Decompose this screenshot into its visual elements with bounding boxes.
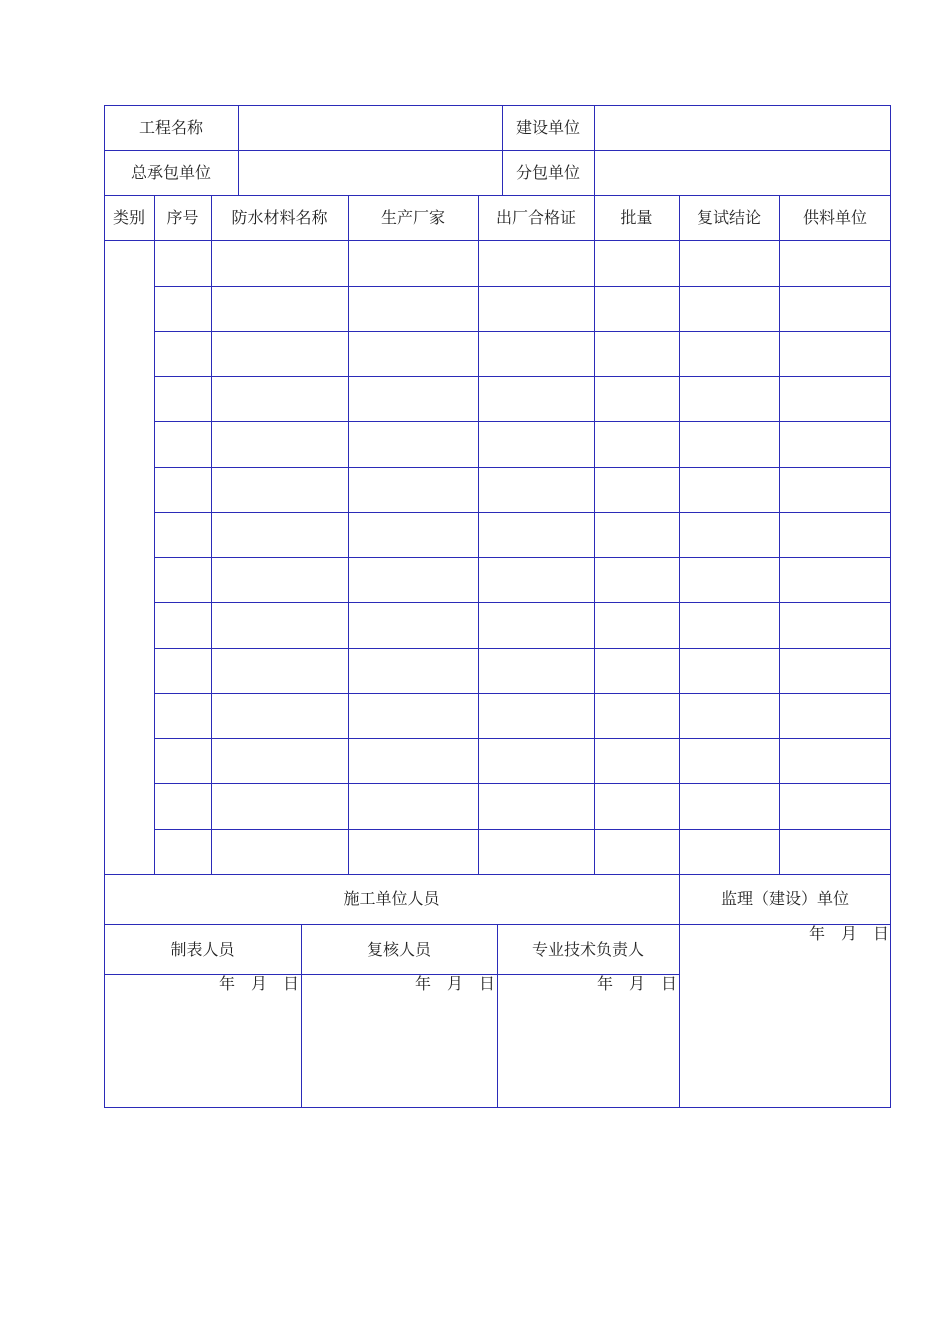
table-cell[interactable] bbox=[212, 739, 348, 783]
table-cell[interactable] bbox=[155, 468, 211, 512]
column-header-manufacturer: 生产厂家 bbox=[380, 208, 445, 227]
table-cell[interactable] bbox=[595, 468, 679, 512]
supervision-date: 年 月 日 bbox=[808, 924, 889, 943]
table-cell[interactable] bbox=[349, 513, 478, 557]
table-cell[interactable] bbox=[680, 830, 779, 874]
table-cell[interactable] bbox=[780, 468, 890, 512]
table-cell[interactable] bbox=[349, 694, 478, 738]
table-cell[interactable] bbox=[349, 739, 478, 783]
table-cell[interactable] bbox=[212, 332, 348, 376]
table-cell[interactable] bbox=[595, 694, 679, 738]
table-cell[interactable] bbox=[780, 332, 890, 376]
table-cell[interactable] bbox=[780, 830, 890, 874]
table-cell[interactable] bbox=[212, 422, 348, 466]
table-cell[interactable] bbox=[212, 649, 348, 693]
construction-unit-field[interactable] bbox=[594, 118, 891, 138]
table-cell[interactable] bbox=[349, 332, 478, 376]
subcontractor-label: 分包单位 bbox=[515, 163, 580, 182]
table-cell[interactable] bbox=[479, 739, 594, 783]
table-cell[interactable] bbox=[349, 830, 478, 874]
project-name-field[interactable] bbox=[238, 118, 502, 138]
subcontractor-field[interactable] bbox=[594, 163, 891, 183]
rule bbox=[104, 150, 891, 151]
table-cell[interactable] bbox=[212, 694, 348, 738]
table-cell[interactable] bbox=[780, 649, 890, 693]
table-cell[interactable] bbox=[155, 513, 211, 557]
table-cell[interactable] bbox=[212, 241, 348, 285]
rule bbox=[104, 195, 891, 196]
table-cell[interactable] bbox=[680, 649, 779, 693]
project-name-label: 工程名称 bbox=[138, 118, 203, 137]
table-cell[interactable] bbox=[780, 422, 890, 466]
category-cell[interactable] bbox=[105, 241, 154, 873]
table-cell[interactable] bbox=[212, 784, 348, 828]
column-header-batch: 批量 bbox=[620, 208, 653, 227]
table-cell[interactable] bbox=[595, 377, 679, 421]
tabulator-signature-area[interactable] bbox=[106, 996, 300, 1106]
table-cell[interactable] bbox=[155, 377, 211, 421]
table-cell[interactable] bbox=[212, 468, 348, 512]
table-cell[interactable] bbox=[479, 558, 594, 602]
table-cell[interactable] bbox=[680, 422, 779, 466]
table-cell[interactable] bbox=[595, 332, 679, 376]
general-contractor-label: 总承包单位 bbox=[130, 163, 211, 182]
table-cell[interactable] bbox=[780, 287, 890, 331]
table-cell[interactable] bbox=[212, 603, 348, 647]
table-cell[interactable] bbox=[155, 603, 211, 647]
construction-unit-label: 建设单位 bbox=[515, 118, 580, 137]
table-cell[interactable] bbox=[595, 422, 679, 466]
table-cell[interactable] bbox=[479, 377, 594, 421]
table-cell[interactable] bbox=[479, 422, 594, 466]
table-cell[interactable] bbox=[780, 241, 890, 285]
table-cell[interactable] bbox=[349, 603, 478, 647]
table-cell[interactable] bbox=[780, 739, 890, 783]
table-cell[interactable] bbox=[680, 332, 779, 376]
table-cell[interactable] bbox=[155, 649, 211, 693]
table-cell[interactable] bbox=[780, 558, 890, 602]
table-cell[interactable] bbox=[155, 422, 211, 466]
table-cell[interactable] bbox=[349, 649, 478, 693]
table-cell[interactable] bbox=[479, 241, 594, 285]
table-cell[interactable] bbox=[479, 468, 594, 512]
rule bbox=[104, 874, 891, 875]
table-cell[interactable] bbox=[155, 694, 211, 738]
reviewer-date: 年 月 日 bbox=[414, 974, 495, 993]
table-cell[interactable] bbox=[595, 241, 679, 285]
table-cell[interactable] bbox=[212, 513, 348, 557]
table-cell[interactable] bbox=[155, 287, 211, 331]
rule bbox=[679, 874, 680, 1108]
column-header-supplier: 供料单位 bbox=[802, 208, 867, 227]
table-cell[interactable] bbox=[595, 649, 679, 693]
table-cell[interactable] bbox=[349, 377, 478, 421]
table-cell[interactable] bbox=[349, 784, 478, 828]
table-cell[interactable] bbox=[349, 287, 478, 331]
table-cell[interactable] bbox=[680, 513, 779, 557]
table-cell[interactable] bbox=[212, 830, 348, 874]
reviewer-signature-area[interactable] bbox=[303, 996, 496, 1106]
table-cell[interactable] bbox=[349, 422, 478, 466]
construction-staff-label: 施工单位人员 bbox=[343, 889, 440, 908]
table-cell[interactable] bbox=[680, 784, 779, 828]
supervision-unit-label: 监理（建设）单位 bbox=[720, 889, 849, 908]
table-cell[interactable] bbox=[212, 377, 348, 421]
table-cell[interactable] bbox=[780, 784, 890, 828]
tech-lead-label: 专业技术负责人 bbox=[531, 940, 644, 959]
table-cell[interactable] bbox=[680, 468, 779, 512]
column-header-certificate: 出厂合格证 bbox=[495, 208, 576, 227]
table-cell[interactable] bbox=[595, 287, 679, 331]
column-header-category: 类别 bbox=[112, 208, 145, 227]
column-header-number: 序号 bbox=[166, 208, 199, 227]
table-cell[interactable] bbox=[479, 830, 594, 874]
table-cell[interactable] bbox=[479, 513, 594, 557]
table-cell[interactable] bbox=[155, 739, 211, 783]
table-cell[interactable] bbox=[349, 468, 478, 512]
table-cell[interactable] bbox=[479, 287, 594, 331]
table-cell[interactable] bbox=[595, 603, 679, 647]
reviewer-label: 复核人员 bbox=[366, 940, 431, 959]
table-cell[interactable] bbox=[595, 739, 679, 783]
table-cell[interactable] bbox=[479, 332, 594, 376]
table-cell[interactable] bbox=[595, 558, 679, 602]
table-cell[interactable] bbox=[479, 694, 594, 738]
table-cell[interactable] bbox=[155, 830, 211, 874]
table-cell[interactable] bbox=[155, 332, 211, 376]
column-header-material-name: 防水材料名称 bbox=[231, 208, 328, 227]
table-cell[interactable] bbox=[595, 784, 679, 828]
table-cell[interactable] bbox=[780, 694, 890, 738]
table-cell[interactable] bbox=[680, 694, 779, 738]
tech-lead-date: 年 月 日 bbox=[596, 974, 677, 993]
table-cell[interactable] bbox=[479, 649, 594, 693]
table-cell[interactable] bbox=[479, 784, 594, 828]
tabulator-label: 制表人员 bbox=[170, 940, 235, 959]
table-cell[interactable] bbox=[349, 241, 478, 285]
table-cell[interactable] bbox=[595, 513, 679, 557]
table-cell[interactable] bbox=[479, 603, 594, 647]
tabulator-date: 年 月 日 bbox=[218, 974, 299, 993]
table-cell[interactable] bbox=[680, 739, 779, 783]
table-cell[interactable] bbox=[155, 784, 211, 828]
table-cell[interactable] bbox=[680, 558, 779, 602]
table-cell[interactable] bbox=[212, 558, 348, 602]
tech-lead-signature-area[interactable] bbox=[499, 996, 678, 1106]
table-cell[interactable] bbox=[680, 377, 779, 421]
table-cell[interactable] bbox=[680, 603, 779, 647]
table-cell[interactable] bbox=[780, 513, 890, 557]
table-cell[interactable] bbox=[349, 558, 478, 602]
table-cell[interactable] bbox=[155, 241, 211, 285]
table-cell[interactable] bbox=[680, 287, 779, 331]
table-cell[interactable] bbox=[680, 241, 779, 285]
table-cell[interactable] bbox=[212, 287, 348, 331]
table-cell[interactable] bbox=[780, 603, 890, 647]
general-contractor-field[interactable] bbox=[238, 163, 502, 183]
column-header-retest-result: 复试结论 bbox=[696, 208, 761, 227]
table-cell[interactable] bbox=[780, 377, 890, 421]
table-cell[interactable] bbox=[155, 558, 211, 602]
supervision-signature-area[interactable] bbox=[681, 946, 889, 1106]
table-cell[interactable] bbox=[595, 830, 679, 874]
